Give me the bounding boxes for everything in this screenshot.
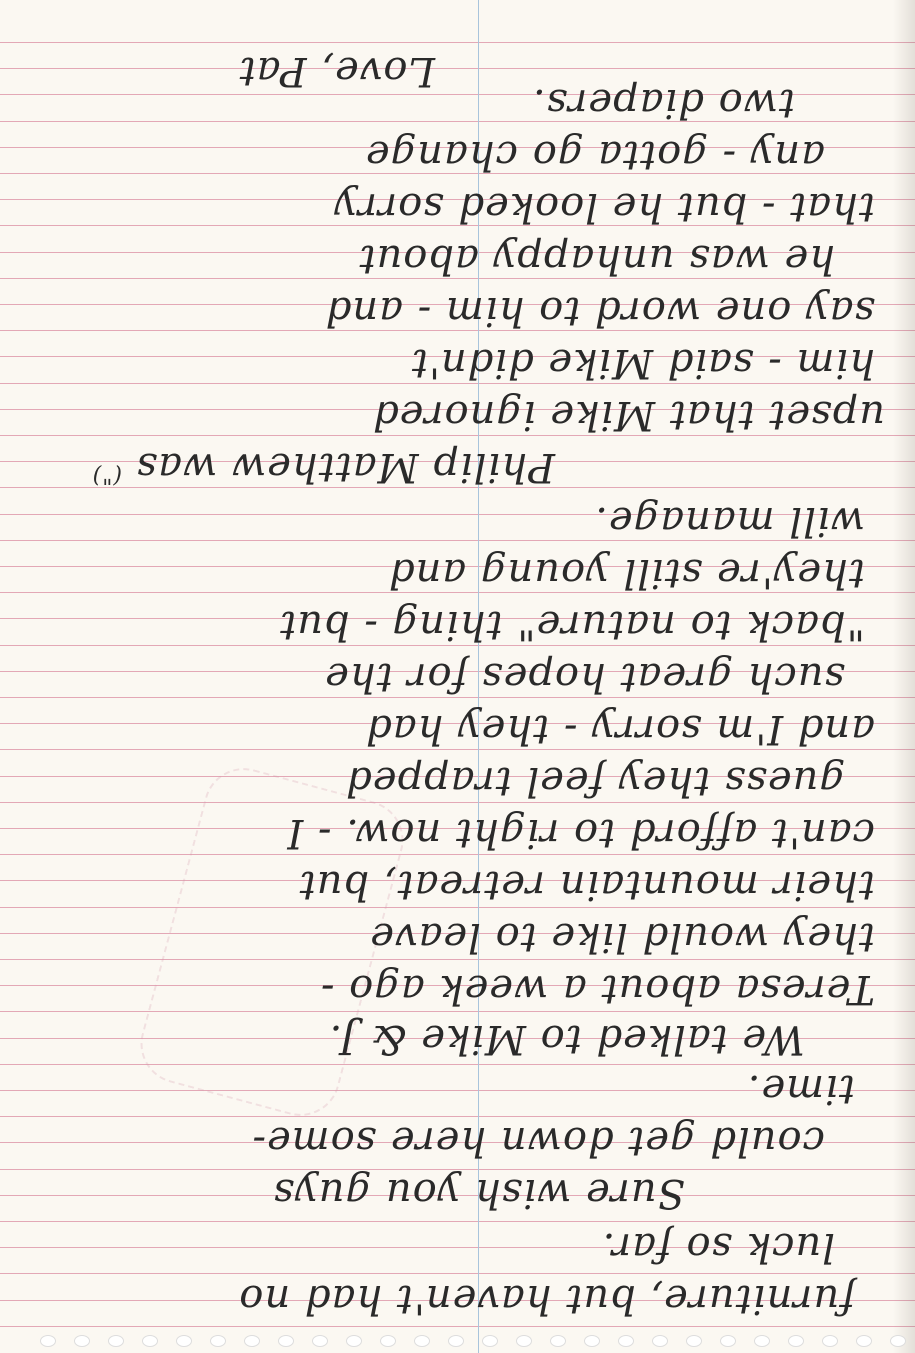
letter-line-8: they would like to leave: [369, 914, 875, 960]
perforation-hole: [380, 1335, 396, 1347]
perforation-hole: [516, 1335, 532, 1347]
perforation-hole: [278, 1335, 294, 1347]
letter-line-1: furniture, but haven't had no: [238, 1276, 855, 1322]
letter-line-17-text: Philip Matthew was: [135, 444, 555, 490]
perforation-hole: [40, 1335, 56, 1347]
perforation-hole: [142, 1335, 158, 1347]
perforation-hole: [856, 1335, 872, 1347]
perforation-hole: [754, 1335, 770, 1347]
letter-line-14: "back to nature" thing - but: [279, 602, 865, 648]
letter-line-20: say one word to him - and: [324, 288, 875, 334]
letter-line-23: any - gotta go change: [364, 132, 825, 178]
letter-line-12: and I'm sorry - they had: [365, 706, 875, 752]
letter-line-10: can't afford to right now. - I: [286, 810, 875, 856]
perforation-hole: [312, 1335, 328, 1347]
perforation-hole: [414, 1335, 430, 1347]
perforation-hole: [108, 1335, 124, 1347]
letter-line-5: time.: [746, 1066, 855, 1112]
letter-line-4: could get down here some-: [251, 1118, 825, 1164]
letter-line-21: he was unhappy about: [358, 236, 835, 282]
signature: Love, Pat: [238, 48, 435, 94]
perforation-hole: [176, 1335, 192, 1347]
letter-line-18: upset that Mike ignored: [372, 392, 885, 438]
letter-line-9: their mountain retreat, but: [298, 862, 875, 908]
letter-line-7: Teresa about a week ago -: [319, 966, 875, 1012]
letter-line-3: Sure wish you guys: [272, 1170, 685, 1216]
perforation-hole: [448, 1335, 464, 1347]
perforation-hole: [550, 1335, 566, 1347]
perforation-hole: [686, 1335, 702, 1347]
letter-line-22: that - but he looked sorry: [333, 184, 875, 230]
letter-line-16: will manage.: [594, 498, 865, 544]
letter-line-6: We talked to Mike & J.: [328, 1016, 805, 1062]
letter-line-15: they're still young and: [387, 550, 865, 596]
quote-mark: ("): [91, 462, 122, 488]
letter-line-17: [91, 444, 555, 490]
perforation-hole: [788, 1335, 804, 1347]
letter-line-11: guess they feel trapped: [345, 758, 845, 804]
perforation-hole: [346, 1335, 362, 1347]
perforation-hole: [482, 1335, 498, 1347]
perforation-hole: [720, 1335, 736, 1347]
perforation-hole: [244, 1335, 260, 1347]
letter-line-19: him - said Mike didn't: [410, 340, 875, 386]
letter-line-24: two diapers.: [532, 80, 795, 126]
perforation-hole: [890, 1335, 906, 1347]
letter-line-13: such great hopes for the: [324, 654, 845, 700]
perforation-hole: [584, 1335, 600, 1347]
perforation-hole: [210, 1335, 226, 1347]
perforation-hole: [652, 1335, 668, 1347]
perforation-hole: [822, 1335, 838, 1347]
letter-line-2: luck so far.: [601, 1224, 835, 1270]
perforation-hole: [618, 1335, 634, 1347]
perforation-hole: [74, 1335, 90, 1347]
